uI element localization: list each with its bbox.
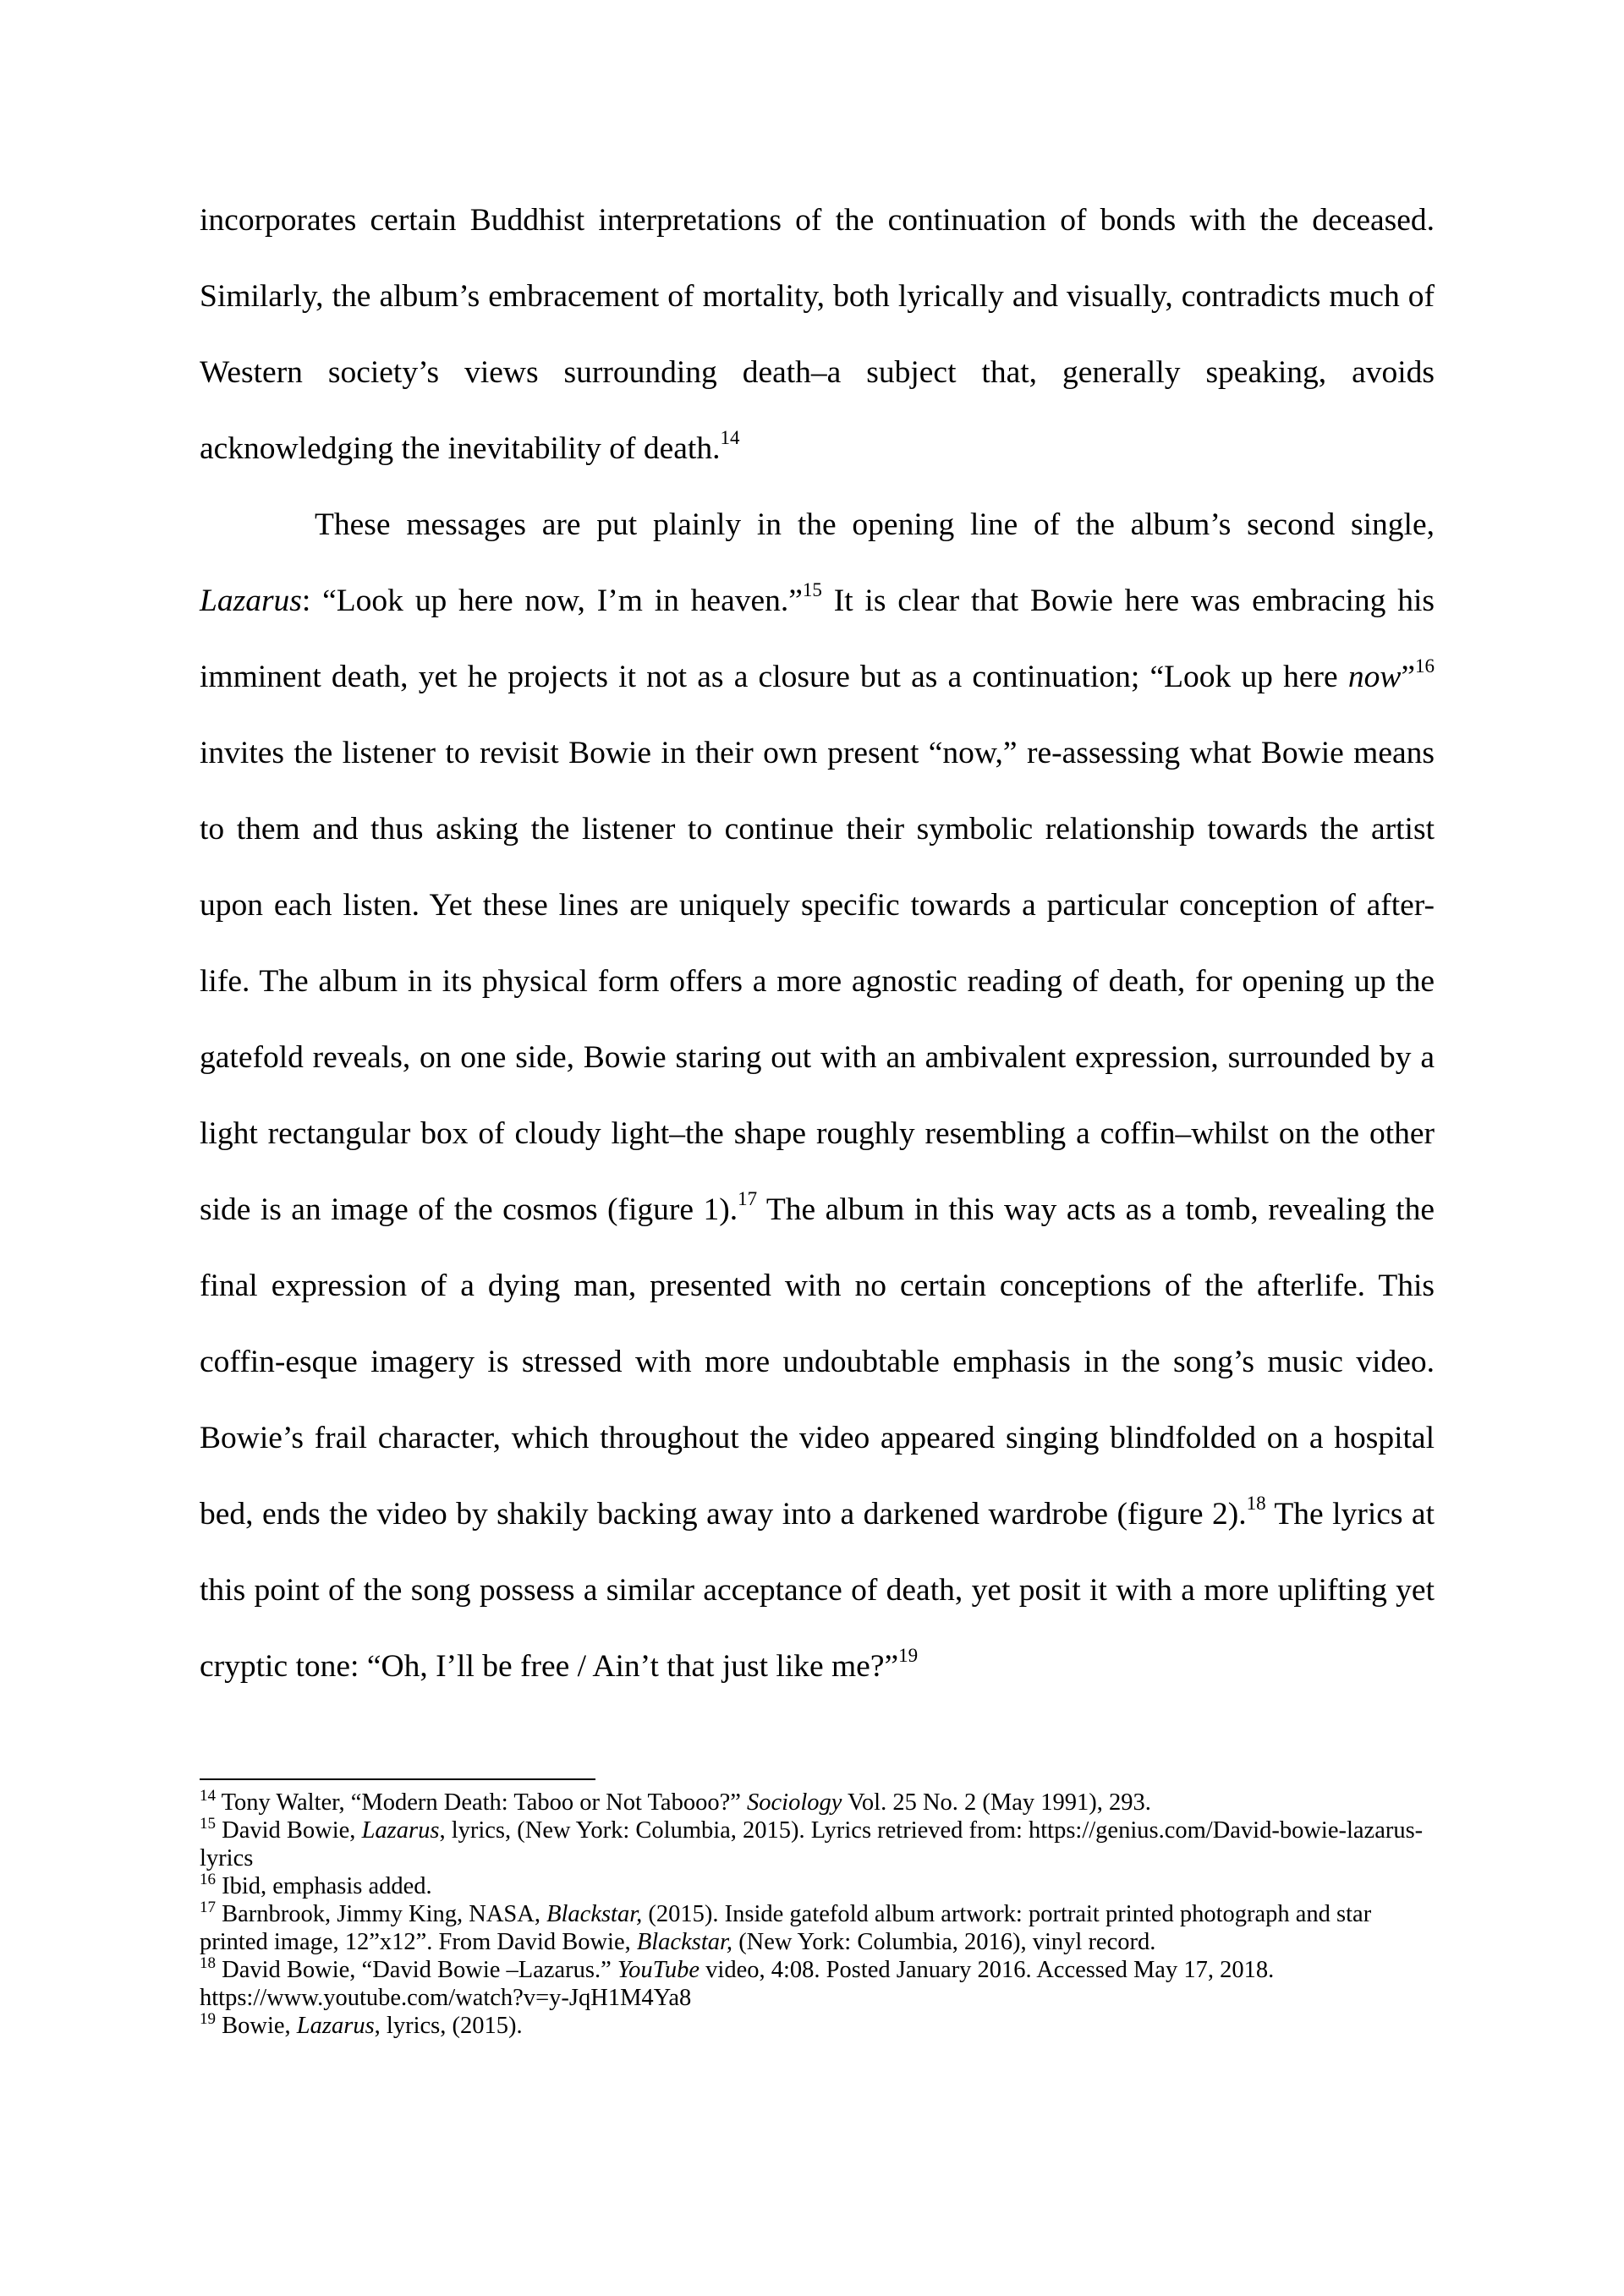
footnote-text: David Bowie, xyxy=(216,1817,362,1844)
footnote-17 xyxy=(200,1900,1435,1956)
paragraph-2-text-6: The album in this way acts as a tomb, revealing the final expression of a dying man, presented with no certain conceptions of the afterlife. This coffin-esque imagery is stressed with more undoubtable emphasis in the song’s music video. Bowie’s frail character, which throughout the video appeared singing blindfolded on a hospital bed, ends the video by shakily backing away into a darkened wardrobe (figure 2). xyxy=(200,1192,1435,1532)
footnote-ref-17: 17 xyxy=(738,1188,758,1209)
paragraph-1-text: incorporates certain Buddhist interpretations of the continuation of bonds with the deceased. Similarly, the album’s embracement of mortality, both lyrically and visually, contradicts much of Western society’s views surrounding death–a subject that, generally speaking, avoids acknowledging the inevitability of death. xyxy=(200,203,1435,466)
body-text xyxy=(200,183,1435,1705)
footnote-16 xyxy=(200,1872,1435,1900)
footnote-separator xyxy=(200,1778,595,1780)
footnote-18 xyxy=(200,1956,1435,2012)
footnote-number: 14 xyxy=(200,1787,216,1805)
footnote-text: Tony Walter, “Modern Death: Taboo or Not Tabooo?” xyxy=(216,1789,747,1816)
footnote-text: Ibid, emphasis added. xyxy=(216,1873,432,1899)
paragraph-2-text-4: ” xyxy=(1401,660,1415,694)
song-title-lazarus: Lazarus xyxy=(200,584,302,618)
footnote-site-title: YouTube xyxy=(617,1957,700,1983)
footnote-text: (New York: Columbia, 2016), vinyl record. xyxy=(732,1929,1156,1955)
footnote-14 xyxy=(200,1789,1435,1817)
footnote-number: 16 xyxy=(200,1871,216,1888)
footnote-number: 17 xyxy=(200,1899,216,1916)
footnote-ref-15: 15 xyxy=(802,579,822,600)
footnote-ref-18: 18 xyxy=(1246,1493,1266,1514)
paragraph-2 xyxy=(200,487,1435,1705)
paragraph-1 xyxy=(200,183,1435,487)
footnote-work-title: Blackstar, xyxy=(636,1929,733,1955)
footnote-work-title: Lazarus xyxy=(296,2013,375,2039)
footnote-number: 18 xyxy=(200,1954,216,1972)
footnote-number: 19 xyxy=(200,2010,216,2028)
paragraph-2-text-3: It is clear that Bowie here was embracing his imminent death, yet he projects it not as a closure but as a continuation; “Look up here xyxy=(200,584,1435,694)
footnote-journal-title: Sociology xyxy=(747,1789,842,1816)
paragraph-2-text-5: invites the listener to revisit Bowie in their own present “now,” re-assessing what Bowie means to them and thus asking the listener to continue their symbolic relationship towards the artist upon each listen. Yet these lines are uniquely specific towards a particular conception of after-life. The album in its physical form offers a more agnostic reading of death, for opening up the gatefold reveals, on one side, Bowie staring out with an ambivalent expression, surrounded by a light rectangular box of cloudy light–the shape roughly resembling a coffin–whilst on the other side is an image of the cosmos (figure 1). xyxy=(200,736,1435,1227)
footnote-ref-14: 14 xyxy=(720,427,740,448)
footnote-text: David Bowie, “David Bowie –Lazarus.” xyxy=(216,1957,617,1983)
emphasis-now: now xyxy=(1347,660,1402,694)
footnote-ref-16: 16 xyxy=(1415,655,1435,677)
footnote-text: Bowie, xyxy=(216,2013,297,2039)
paragraph-2-text-2: : “Look up here now, I’m in heaven.” xyxy=(301,584,803,618)
footnote-15 xyxy=(200,1817,1435,1872)
paragraph-2-text-1: These messages are put plainly in the opening line of the album’s second single, xyxy=(315,507,1435,542)
footnote-text: , lyrics, (2015). xyxy=(374,2013,523,2039)
footnote-text: Vol. 25 No. 2 (May 1991), 293. xyxy=(842,1789,1151,1816)
footnote-19 xyxy=(200,2012,1435,2040)
footnote-work-title: Lazarus xyxy=(361,1817,440,1844)
footnote-number: 15 xyxy=(200,1815,216,1833)
footnote-text: , lyrics, (New York: Columbia, 2015). Lyrics retrieved from: https://genius.com/David-bowie-lazarus-lyrics xyxy=(200,1817,1424,1871)
footnote-work-title: Blackstar, xyxy=(546,1901,643,1927)
paragraph-2-text-7: The lyrics at this point of the song possess a similar acceptance of death, yet posit it with a more uplifting yet cryptic tone: “Oh, I’ll be free / Ain’t that just like me?” xyxy=(200,1497,1435,1684)
footnotes xyxy=(200,1789,1435,2040)
footnote-text: (2015). Inside gatefold album artwork: portrait printed photograph and star printed image, 12”x12”. From David Bowie, xyxy=(200,1901,1372,1955)
footnote-text: Barnbrook, Jimmy King, NASA, xyxy=(216,1901,547,1927)
footnote-ref-19: 19 xyxy=(898,1645,919,1666)
footnote-text: video, 4:08. Posted January 2016. Accessed May 17, 2018. https://www.youtube.com/watch?v=y-JqH1M4Ya8 xyxy=(200,1957,1275,2011)
